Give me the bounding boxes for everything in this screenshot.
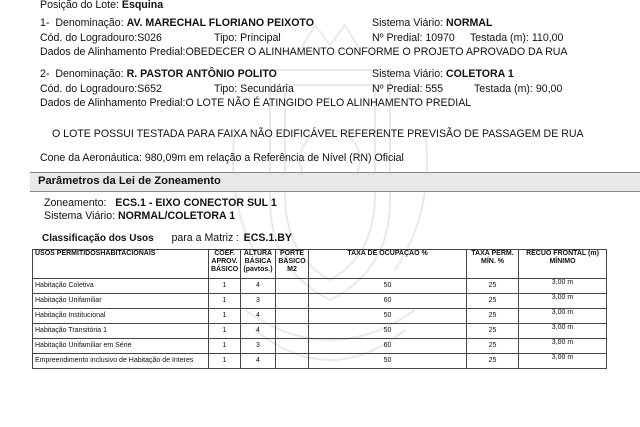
cell-setback: 3,00 m <box>519 279 607 294</box>
table-header-row <box>33 250 607 279</box>
street-1-system-label: Sistema Viário: <box>372 17 444 29</box>
street-1-system <box>372 17 493 30</box>
cell-permeability: 25 <box>467 309 519 324</box>
cell-porte <box>276 339 309 354</box>
cell-occupation: 60 <box>309 339 467 354</box>
street-1-index: 1- <box>40 17 50 29</box>
cell-use: Empreendimento inclusivo de Habitação de Interes <box>33 354 209 369</box>
street-2-system-value: COLETORA 1 <box>446 68 514 80</box>
street-2-testada-label: Testada (m): <box>474 83 533 95</box>
cell-porte <box>276 309 309 324</box>
col-header-uses: USOS PERMITIDOSHABITACIONAIS <box>33 250 209 279</box>
street-1-alignment <box>40 46 568 59</box>
street-2-predial-value: 555 <box>425 83 444 95</box>
cell-coef: 1 <box>209 324 241 339</box>
notice-text: O LOTE POSSUI TESTADA PARA FAIXA NÃO EDIFICÁVEL REFERENTE PREVISÃO DE PASSAGEM DE RUA <box>52 128 584 140</box>
cell-occupation: 50 <box>309 324 467 339</box>
street-2-name: R. PASTOR ANTÔNIO POLITO <box>126 68 277 80</box>
col-header-setback: RECUO FRONTAL (m) MÍNIMO <box>519 250 607 279</box>
zoning-section-header <box>30 172 640 192</box>
cell-height: 4 <box>241 354 276 369</box>
zoning-system <box>44 210 235 223</box>
table-row <box>33 324 607 339</box>
zoning-uses-table <box>32 249 607 369</box>
table-row <box>33 309 607 324</box>
lot-position <box>40 0 163 12</box>
cell-use: Habitação Coletiva <box>33 279 209 294</box>
lot-position-value: Esquina <box>121 0 164 11</box>
street-1-testada <box>470 32 563 45</box>
zoning-zone-value: ECS.1 - EIXO CONECTOR SUL 1 <box>115 197 277 209</box>
street-2-system-label: Sistema Viário: <box>372 68 444 80</box>
street-1-testada-label: Testada (m): <box>470 32 529 44</box>
cell-porte <box>276 324 309 339</box>
cell-occupation: 60 <box>309 294 467 309</box>
street-2-type-label: Tipo: <box>214 83 238 95</box>
street-2-testada-value: 90,00 <box>535 83 563 95</box>
street-1-denomination <box>40 17 314 30</box>
street-1-alignment-label: Dados de Alinhamento Predial: <box>40 46 186 58</box>
street-2-code-value: S652 <box>137 83 162 95</box>
cell-height: 4 <box>241 279 276 294</box>
street-1-denom-label: Denominação: <box>55 17 124 29</box>
cell-use: Habitação Unifamiliar em Série <box>33 339 209 354</box>
street-1-system-value: NORMAL <box>446 17 493 29</box>
street-2-type-value: Secundária <box>240 83 294 95</box>
cell-setback: 3,00 m <box>519 324 607 339</box>
cell-occupation: 50 <box>309 309 467 324</box>
col-header-porte: PORTE BÁSICO M2 <box>276 250 309 279</box>
cell-coef: 1 <box>209 294 241 309</box>
zoning-system-value: NORMAL/COLETORA 1 <box>118 210 236 222</box>
street-2-code-label: Cód. do Logradouro: <box>40 83 138 95</box>
street-1-code-label: Cód. do Logradouro: <box>40 32 138 44</box>
col-header-occupation: TAXA DE OCUPAÇÃO % <box>309 250 467 279</box>
aeronautica-text: Cone da Aeronáutica: 980,09m em relação a Referência de Nível (RN) Oficial <box>40 152 404 164</box>
col-header-permeability: TAXA PERM. MÍN. % <box>467 250 519 279</box>
col-header-height: ALTURA BÁSICA (pavtos.) <box>241 250 276 279</box>
zoning-zone-label: Zoneamento: <box>44 197 107 209</box>
cell-setback: 3,00 m <box>519 354 607 369</box>
street-2-system <box>372 68 514 81</box>
table-row <box>33 294 607 309</box>
cell-permeability: 25 <box>467 354 519 369</box>
cell-porte <box>276 279 309 294</box>
table-row <box>33 339 607 354</box>
matrix-label: para a Matriz : <box>171 232 240 244</box>
street-2-code <box>40 83 162 96</box>
street-2-testada <box>474 83 562 96</box>
cell-porte <box>276 354 309 369</box>
col-header-coef: COEF. APROV. BÁSICO <box>209 250 241 279</box>
cell-coef: 1 <box>209 279 241 294</box>
lot-position-label: Posição do Lote: <box>40 0 119 11</box>
table-row <box>33 279 607 294</box>
zoning-system-label: Sistema Viário: <box>44 210 116 222</box>
cell-setback: 3,00 m <box>519 339 607 354</box>
street-2-predial <box>372 83 443 96</box>
table-row <box>33 354 607 369</box>
street-2-type <box>214 83 294 96</box>
street-2-denomination <box>40 68 277 81</box>
cell-height: 3 <box>241 339 276 354</box>
cell-use: Habitação Unifamiliar <box>33 294 209 309</box>
street-2-index: 2- <box>40 68 50 80</box>
cell-height: 3 <box>241 294 276 309</box>
cell-porte <box>276 294 309 309</box>
street-2-alignment <box>40 97 471 110</box>
street-2-alignment-value: O LOTE NÃO É ATINGIDO PELO ALINHAMENTO PREDIAL <box>185 97 472 109</box>
cell-permeability: 25 <box>467 279 519 294</box>
zoning-section-title: Parâmetros da Lei de Zoneamento <box>38 175 221 187</box>
street-1-predial <box>372 32 455 45</box>
matrix-value: ECS.1.BY <box>243 232 292 244</box>
street-1-alignment-value: OBEDECER O ALINHAMENTO CONFORME O PROJETO APROVADO DA RUA <box>185 46 568 58</box>
street-1-type-label: Tipo: <box>214 32 238 44</box>
cell-permeability: 25 <box>467 324 519 339</box>
cell-setback: 3,00 m <box>519 294 607 309</box>
cell-height: 4 <box>241 324 276 339</box>
zoning-zone <box>44 197 277 210</box>
cell-permeability: 25 <box>467 339 519 354</box>
zoning-classification <box>42 228 292 246</box>
street-2-predial-label: Nº Predial: <box>372 83 423 95</box>
street-1-name: AV. MARECHAL FLORIANO PEIXOTO <box>126 17 314 29</box>
cell-height: 4 <box>241 309 276 324</box>
cell-coef: 1 <box>209 354 241 369</box>
street-1-type-value: Principal <box>240 32 281 44</box>
classification-label: Classificação dos Usos <box>42 233 154 244</box>
cell-use: Habitação Institucional <box>33 309 209 324</box>
cell-permeability: 25 <box>467 294 519 309</box>
street-1-type <box>214 32 281 45</box>
cell-setback: 3,00 m <box>519 309 607 324</box>
street-1-testada-value: 110,00 <box>531 32 564 44</box>
street-1-code <box>40 32 162 45</box>
street-1-code-value: S026 <box>137 32 162 44</box>
street-1-predial-value: 10970 <box>425 32 455 44</box>
street-2-alignment-label: Dados de Alinhamento Predial: <box>40 97 186 109</box>
cell-occupation: 50 <box>309 279 467 294</box>
cell-coef: 1 <box>209 309 241 324</box>
cell-use: Habitação Transitória 1 <box>33 324 209 339</box>
cell-occupation: 50 <box>309 354 467 369</box>
street-2-denom-label: Denominação: <box>55 68 124 80</box>
street-1-predial-label: Nº Predial: <box>372 32 423 44</box>
cell-coef: 1 <box>209 339 241 354</box>
